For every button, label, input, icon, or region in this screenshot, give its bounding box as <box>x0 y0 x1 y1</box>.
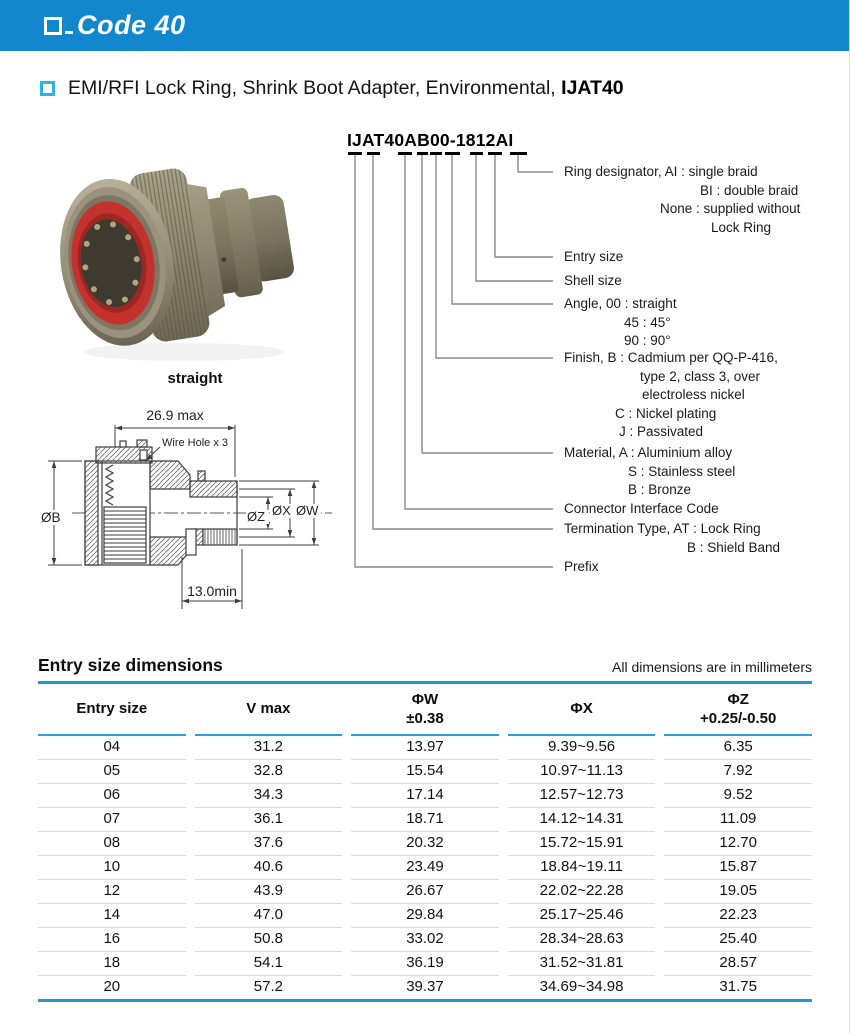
units-note: All dimensions are in millimeters <box>612 659 812 675</box>
callout-line: Termination Type, AT : Lock Ring <box>564 521 761 536</box>
table-cell: 18.84~19.11 <box>508 856 656 880</box>
callout-line: electroless nickel <box>642 387 745 402</box>
table-cell: 10.97~11.13 <box>508 760 656 784</box>
table-cell: 16 <box>38 928 186 952</box>
table-row <box>38 976 812 999</box>
callout-line: Ring designator, AI : single braid <box>564 164 758 179</box>
page-title: Code 40 <box>77 10 186 40</box>
callout-line: Shell size <box>564 273 622 288</box>
technical-drawing <box>40 403 340 615</box>
callout-termination-type <box>564 520 780 557</box>
table-cell: 10 <box>38 856 186 880</box>
col-header-v-max <box>195 684 343 736</box>
table-cell: 04 <box>38 736 186 760</box>
callout-line: type 2, class 3, over <box>640 368 761 384</box>
table-cell: 25.40 <box>664 928 812 952</box>
table-cell: 33.02 <box>351 928 499 952</box>
table-cell: 15.87 <box>664 856 812 880</box>
callout-line: C : Nickel plating <box>615 405 717 421</box>
photo-caption: straight <box>167 370 223 387</box>
table-cell: 29.84 <box>351 904 499 928</box>
dim-dia-z-label: ØZ <box>247 509 266 524</box>
table-cell: 6.35 <box>664 736 812 760</box>
table-cell: 17.14 <box>351 784 499 808</box>
table-cell: 13.97 <box>351 736 499 760</box>
dim-min-length-label: 13.0min <box>187 583 237 599</box>
table-cell: 36.1 <box>195 808 343 832</box>
table-row <box>38 784 812 808</box>
col-header-label: ΦX <box>570 700 593 717</box>
callout-connector-interface-code <box>564 500 719 519</box>
table-row <box>38 760 812 784</box>
table-row <box>38 736 812 760</box>
table-cell: 32.8 <box>195 760 343 784</box>
table-cell: 12.70 <box>664 832 812 856</box>
entry-size-table-body <box>38 736 812 999</box>
table-cell: 31.52~31.81 <box>508 952 656 976</box>
col-header-label: Entry size <box>76 700 148 717</box>
table-cell: 57.2 <box>253 978 283 995</box>
callout-line: Lock Ring <box>711 219 772 235</box>
table-cell: 11.09 <box>664 808 812 832</box>
table-header-row <box>38 684 812 736</box>
table-cell: 07 <box>38 808 186 832</box>
table-cell: 39.37 <box>406 978 444 995</box>
callout-entry-size <box>564 248 623 267</box>
table-cell: 28.34~28.63 <box>508 928 656 952</box>
col-header-label: ΦZ <box>727 690 749 708</box>
col-header-label: V max <box>246 700 291 717</box>
table-row <box>38 856 812 880</box>
callout-line: Material, A : Aluminium alloy <box>564 445 733 460</box>
table-cell: 12.57~12.73 <box>508 784 656 808</box>
callout-prefix <box>564 558 599 577</box>
wire-hole-label: Wire Hole x 3 <box>162 437 229 449</box>
table-cell: 28.57 <box>664 952 812 976</box>
callout-line: BI : double braid <box>700 182 799 198</box>
product-subtitle <box>40 77 624 100</box>
header-bar <box>0 0 850 51</box>
table-title: Entry size dimensions <box>38 655 223 675</box>
callout-material <box>564 444 735 500</box>
table-cell: 47.0 <box>195 904 343 928</box>
table-row <box>38 832 812 856</box>
callout-line: None : supplied without <box>660 201 801 216</box>
table-cell: 05 <box>38 760 186 784</box>
table-cell: 19.05 <box>664 880 812 904</box>
col-header-phi-x <box>508 684 656 736</box>
table-cell: 54.1 <box>195 952 343 976</box>
callout-line: J : Passivated <box>619 424 704 439</box>
bullet-square-icon <box>40 81 55 96</box>
table-cell: 20.32 <box>351 832 499 856</box>
table-cell: 22.02~22.28 <box>508 880 656 904</box>
table-cell: 15.72~15.91 <box>508 832 656 856</box>
table-cell: 9.39~9.56 <box>508 736 656 760</box>
col-header-phi-z <box>664 684 812 736</box>
table-row <box>38 928 812 952</box>
table-cell: 34.3 <box>195 784 343 808</box>
col-header-tolerance: ±0.38 <box>406 709 444 727</box>
callout-line: B : Bronze <box>628 482 692 497</box>
product-photo <box>52 146 314 368</box>
col-header-entry-size <box>38 684 186 736</box>
table-cell: 25.17~25.46 <box>508 904 656 928</box>
header-square-icon <box>44 17 62 35</box>
table-row <box>38 904 812 928</box>
breakdown-lines <box>340 128 570 578</box>
callout-line: Connector Interface Code <box>564 501 719 516</box>
table-bottom-rule <box>38 999 812 1002</box>
table-cell: 15.54 <box>351 760 499 784</box>
callout-ring-designator <box>564 163 800 237</box>
callout-line: Prefix <box>564 559 599 574</box>
table-row <box>38 880 812 904</box>
col-header-phi-w <box>351 684 499 736</box>
table-cell: 31.2 <box>195 736 343 760</box>
callout-line: 45 : 45° <box>624 314 671 330</box>
callout-line: S : Stainless steel <box>628 463 736 479</box>
dim-dia-b-label: ØB <box>41 510 61 525</box>
callout-finish <box>564 349 778 442</box>
header-underscore-icon <box>65 31 73 34</box>
table-cell: 9.52 <box>664 784 812 808</box>
table-cell: 31.75 <box>719 978 757 995</box>
callout-line: Angle, 00 : straight <box>564 296 677 311</box>
table-cell: 14.12~14.31 <box>508 808 656 832</box>
table-cell: 40.6 <box>195 856 343 880</box>
table-cell: 06 <box>38 784 186 808</box>
callout-shell-size <box>564 272 622 291</box>
table-cell: 08 <box>38 832 186 856</box>
table-cell: 7.92 <box>664 760 812 784</box>
callout-line: Finish, B : Cadmium per QQ-P-416, <box>564 350 778 365</box>
callout-line: Entry size <box>564 249 624 264</box>
table-cell: 18.71 <box>351 808 499 832</box>
callout-line: 90 : 90° <box>624 333 671 348</box>
subtitle-regular: EMI/RFI Lock Ring, Shrink Boot Adapter, Environmental, <box>68 77 562 99</box>
table-cell: 12 <box>38 880 186 904</box>
dim-dia-w-label: ØW <box>296 503 319 518</box>
table-cell: 50.8 <box>195 928 343 952</box>
table-cell: 18 <box>38 952 186 976</box>
callout-angle <box>564 295 677 351</box>
table-cell: 43.9 <box>195 880 343 904</box>
dim-dia-x-label: ØX <box>272 503 291 518</box>
entry-size-dimensions-section <box>38 653 812 1002</box>
col-header-label: ΦW <box>411 690 439 708</box>
table-cell: 34.69~34.98 <box>539 978 624 995</box>
subtitle-part-code: IJAT40 <box>561 77 624 99</box>
table-cell: 14 <box>38 904 186 928</box>
part-number: IJAT40AB00-1812AI <box>347 130 514 150</box>
table-cell: 37.6 <box>195 832 343 856</box>
col-header-tolerance: +0.25/-0.50 <box>700 709 777 727</box>
product-subtitle-text <box>68 77 624 100</box>
table-row <box>38 952 812 976</box>
table-cell: 20 <box>103 978 121 995</box>
table-cell: 23.49 <box>351 856 499 880</box>
entry-size-table <box>29 684 821 999</box>
table-cell: 36.19 <box>351 952 499 976</box>
callout-line: B : Shield Band <box>687 539 781 555</box>
table-cell: 22.23 <box>664 904 812 928</box>
table-row <box>38 808 812 832</box>
dim-overall-length-label: 26.9 max <box>146 407 204 423</box>
table-cell: 26.67 <box>351 880 499 904</box>
